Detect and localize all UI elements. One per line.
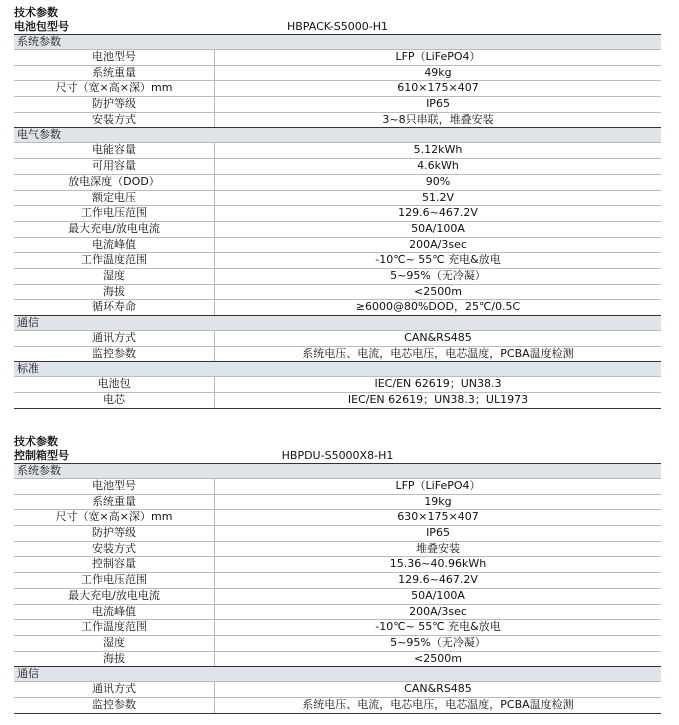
table-row (14, 112, 661, 128)
param-value: 610×175×407 (397, 81, 479, 95)
table-row (14, 346, 661, 362)
table-row (14, 268, 661, 284)
param-value: 200A/3sec (409, 604, 467, 618)
param-name: 湿度 (14, 269, 215, 284)
model-value: HBPDU-S5000X8-H1 (281, 449, 394, 462)
param-value: IEC/EN 62619；UN38.3 (374, 377, 502, 391)
table-row (14, 142, 661, 158)
param-name: 安装方式 (14, 542, 215, 557)
param-value: 堆叠安装 (416, 541, 460, 555)
param-value: IEC/EN 62619；UN38.3；UL1973 (347, 393, 529, 407)
param-value: ≥6000@80%DOD，25℃/0.5C (355, 300, 521, 314)
table-bottom-rule (14, 408, 661, 409)
table-row (14, 221, 661, 237)
table-row (14, 96, 661, 112)
table-row (14, 237, 661, 253)
table-row (14, 252, 661, 268)
param-value: LFP（LiFePO4） (395, 50, 481, 63)
param-name: 监控参数 (14, 698, 215, 713)
table-row (14, 604, 661, 620)
model-header (14, 449, 661, 463)
param-name: 可用容量 (14, 159, 215, 174)
param-name: 电能容量 (14, 143, 215, 158)
param-value: 50A/100A (411, 588, 465, 602)
param-value: IP65 (426, 97, 450, 111)
spec-table-battery-pack (14, 6, 661, 409)
param-value: IP65 (426, 526, 450, 540)
param-value: <2500m (414, 284, 462, 298)
table-row (14, 80, 661, 96)
table-heading: 技术参数 (14, 435, 58, 448)
param-name: 湿度 (14, 636, 215, 651)
param-name: 尺寸（宽×高×深）mm (14, 510, 215, 525)
param-name: 工作温度范围 (14, 620, 215, 635)
param-name: 尺寸（宽×高×深）mm (14, 81, 215, 96)
param-value: LFP（LiFePO4） (395, 479, 481, 492)
param-value: 200A/3sec (409, 237, 467, 251)
model-value: HBPACK-S5000-H1 (286, 20, 388, 33)
param-value: 系统电压、电流，电芯电压，电芯温度，PCBA温度检测 (302, 346, 574, 360)
table-row (14, 392, 661, 408)
param-value: 19kg (424, 494, 452, 508)
param-name: 电芯 (14, 393, 215, 408)
table-row (14, 158, 661, 174)
param-value: 4.6kWh (417, 159, 459, 173)
table-row (14, 478, 661, 494)
table-row (14, 190, 661, 206)
table-row (14, 299, 661, 315)
table-row (14, 572, 661, 588)
table-bottom-rule (14, 713, 661, 714)
param-value: -10℃~ 55℃ 充电&放电 (375, 620, 501, 634)
param-name: 海拔 (14, 285, 215, 300)
table-row (14, 330, 661, 346)
param-name: 工作温度范围 (14, 253, 215, 268)
table-row (14, 174, 661, 190)
param-name: 工作电压范围 (14, 206, 215, 221)
param-name: 通讯方式 (14, 682, 215, 697)
param-name: 通讯方式 (14, 331, 215, 346)
param-name: 系统重量 (14, 495, 215, 510)
section-header: 通信 (14, 666, 661, 681)
param-name: 防护等级 (14, 97, 215, 112)
section-header: 通信 (14, 315, 661, 330)
param-name: 额定电压 (14, 191, 215, 206)
param-name: 安装方式 (14, 113, 215, 128)
param-value: 49kg (424, 65, 452, 79)
param-name: 电流峰值 (14, 605, 215, 620)
param-name: 最大充电/放电电流 (14, 222, 215, 237)
table-row (14, 65, 661, 81)
param-name: 控制容量 (14, 557, 215, 572)
param-value: 3~8只串联，堆叠安装 (382, 112, 494, 126)
table-row (14, 681, 661, 697)
param-name: 循环寿命 (14, 300, 215, 315)
param-name: 电池型号 (14, 50, 215, 65)
section-header: 标准 (14, 361, 661, 376)
param-name: 海拔 (14, 652, 215, 667)
model-label: 控制箱型号 (14, 449, 69, 462)
section-header: 系统参数 (14, 463, 661, 478)
param-name: 电流峰值 (14, 238, 215, 253)
table-row (14, 205, 661, 221)
param-name: 电池型号 (14, 479, 215, 494)
param-value: 51.2V (421, 190, 455, 204)
table-row (14, 635, 661, 651)
param-name: 防护等级 (14, 526, 215, 541)
param-value: 5~95%（无冷凝） (390, 635, 486, 649)
param-name: 系统重量 (14, 66, 215, 81)
table-row (14, 509, 661, 525)
param-name: 监控参数 (14, 347, 215, 362)
table-row (14, 376, 661, 392)
table-row (14, 651, 661, 667)
spec-table-control-box (14, 435, 661, 714)
table-row (14, 697, 661, 713)
model-header (14, 20, 661, 34)
param-value: 5.12kWh (413, 143, 463, 157)
param-value: CAN&RS485 (404, 682, 472, 696)
table-heading: 技术参数 (14, 6, 58, 19)
table-row (14, 556, 661, 572)
model-label: 电池包型号 (14, 20, 69, 33)
param-value: 15.36~40.96kWh (389, 557, 487, 571)
param-name: 工作电压范围 (14, 573, 215, 588)
table-row (14, 284, 661, 300)
param-value: 50A/100A (411, 221, 465, 235)
param-name: 最大充电/放电电流 (14, 589, 215, 604)
section-header: 电气参数 (14, 127, 661, 142)
param-name: 放电深度（DOD） (14, 175, 215, 190)
section-header: 系统参数 (14, 34, 661, 49)
table-row (14, 541, 661, 557)
table-row (14, 494, 661, 510)
table-row (14, 619, 661, 635)
param-value: 5~95%（无冷凝） (390, 268, 486, 282)
param-name: 电池包 (14, 377, 215, 392)
param-value: -10℃~ 55℃ 充电&放电 (375, 253, 501, 267)
table-row (14, 49, 661, 65)
table-row (14, 525, 661, 541)
param-value: <2500m (414, 651, 462, 665)
table-row (14, 588, 661, 604)
param-value: 129.6~467.2V (398, 573, 478, 587)
param-value: 129.6~467.2V (398, 206, 478, 220)
param-value: CAN&RS485 (404, 331, 472, 344)
param-value: 630×175×407 (397, 510, 479, 524)
param-value: 系统电压、电流，电芯电压，电芯温度，PCBA温度检测 (302, 697, 574, 711)
param-value: 90% (425, 174, 451, 188)
